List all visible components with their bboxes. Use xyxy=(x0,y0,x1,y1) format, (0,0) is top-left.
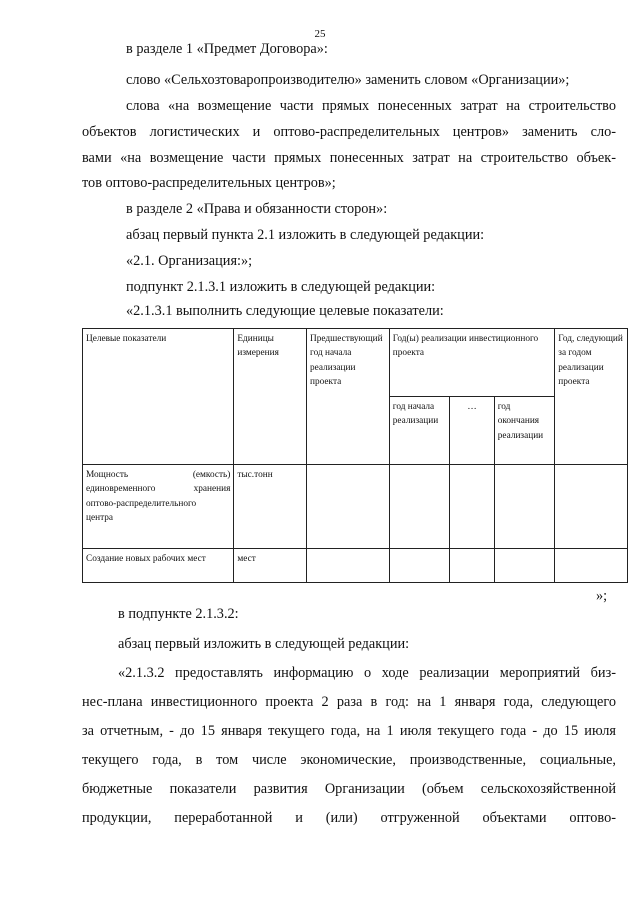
paragraph-replace-words-line3: вами «на возмещение части прямых понесенных затрат на строительство объек- xyxy=(82,150,616,166)
target-indicators-table xyxy=(82,328,628,583)
capacity-word3: единовременного xyxy=(86,484,156,495)
capacity-word4: хранения xyxy=(193,484,231,495)
paragraph-info-line4: текущего года, в том числе экономические, производственные, социальные, xyxy=(82,752,616,768)
cell-empty xyxy=(450,549,494,583)
header-year-start: год начала реализации xyxy=(389,397,450,465)
header-next-year: Год, следующий за годом реализации проекта xyxy=(555,329,628,465)
paragraph-info-line6: продукции, переработанной и (или) отгруженной объектами оптово- xyxy=(82,810,616,826)
cell-empty xyxy=(307,465,390,549)
closing-quote-mark: »; xyxy=(596,588,608,604)
row-capacity-unit: тыс.тонн xyxy=(234,465,307,549)
paragraph-targets-intro: «2.1.3.1 выполнить следующие целевые показатели: xyxy=(126,303,444,319)
header-previous-year: Предшествующий год начала реализации проекта xyxy=(307,329,390,465)
cell-empty xyxy=(450,465,494,549)
capacity-word2: (емкость) xyxy=(192,470,231,480)
header-units: Единицы измерения xyxy=(234,329,307,465)
paragraph-info-line5: бюджетные показатели развития Организации (объем сельскохозяйственной xyxy=(82,781,616,797)
cell-empty xyxy=(555,465,628,549)
table-row xyxy=(83,465,628,549)
row-capacity-indicator xyxy=(83,465,234,549)
capacity-line3: оптово-распределительного xyxy=(86,498,197,509)
cell-empty xyxy=(494,549,555,583)
paragraph-info-line1: «2.1.3.2 предоставлять информацию о ходе реализации мероприятий биз- xyxy=(118,665,616,681)
paragraph-clause-2-1: абзац первый пункта 2.1 изложить в следующей редакции: xyxy=(126,227,485,243)
paragraph-subclause-2-1-3-1: подпункт 2.1.3.1 изложить в следующей редакции: xyxy=(126,279,436,295)
page-number: 25 xyxy=(314,28,326,40)
paragraph-organization: «2.1. Организация:»; xyxy=(126,253,253,269)
paragraph-first-abzac: абзац первый изложить в следующей редакции: xyxy=(118,636,410,652)
paragraph-replace-word: слово «Сельхозтоваропроизводителю» заменить словом «Организации»; xyxy=(126,72,570,88)
cell-empty xyxy=(307,549,390,583)
paragraph-section2: в разделе 2 «Права и обязанности сторон»: xyxy=(126,201,388,217)
paragraph-replace-words-line1: слова «на возмещение части прямых понесенных затрат на строительство xyxy=(126,98,616,114)
header-year-end: год окончания реализации xyxy=(494,397,555,465)
paragraph-replace-words-line4: тов оптово-распределительных центров»; xyxy=(82,175,336,191)
cell-empty xyxy=(555,549,628,583)
paragraph-subclause-2-1-3-2: в подпункте 2.1.3.2: xyxy=(118,606,239,622)
paragraph-info-line2: нес-плана инвестиционного проекта 2 раза в год: на 1 января года, следующего xyxy=(82,694,616,710)
capacity-word1: Мощность xyxy=(86,470,129,480)
cell-empty xyxy=(389,465,450,549)
header-indicators: Целевые показатели xyxy=(83,329,234,465)
paragraph-info-line3: за отчетным, - до 15 января текущего года, на 1 июля текущего года - до 15 июля xyxy=(82,723,616,739)
paragraph-section1: в разделе 1 «Предмет Договора»: xyxy=(126,41,328,57)
row-jobs-indicator: Создание новых рабочих мест xyxy=(83,549,234,583)
table-row xyxy=(83,549,628,583)
cell-empty xyxy=(494,465,555,549)
row-jobs-unit: мест xyxy=(234,549,307,583)
capacity-line4: центра xyxy=(86,513,114,524)
cell-empty xyxy=(389,549,450,583)
paragraph-replace-words-line2: объектов логистических и оптово-распределительных центров» заменить сло- xyxy=(82,124,616,140)
header-ellipsis: … xyxy=(450,397,494,465)
header-implementation-years: Год(ы) реализации инвестиционного проекта xyxy=(389,329,555,397)
